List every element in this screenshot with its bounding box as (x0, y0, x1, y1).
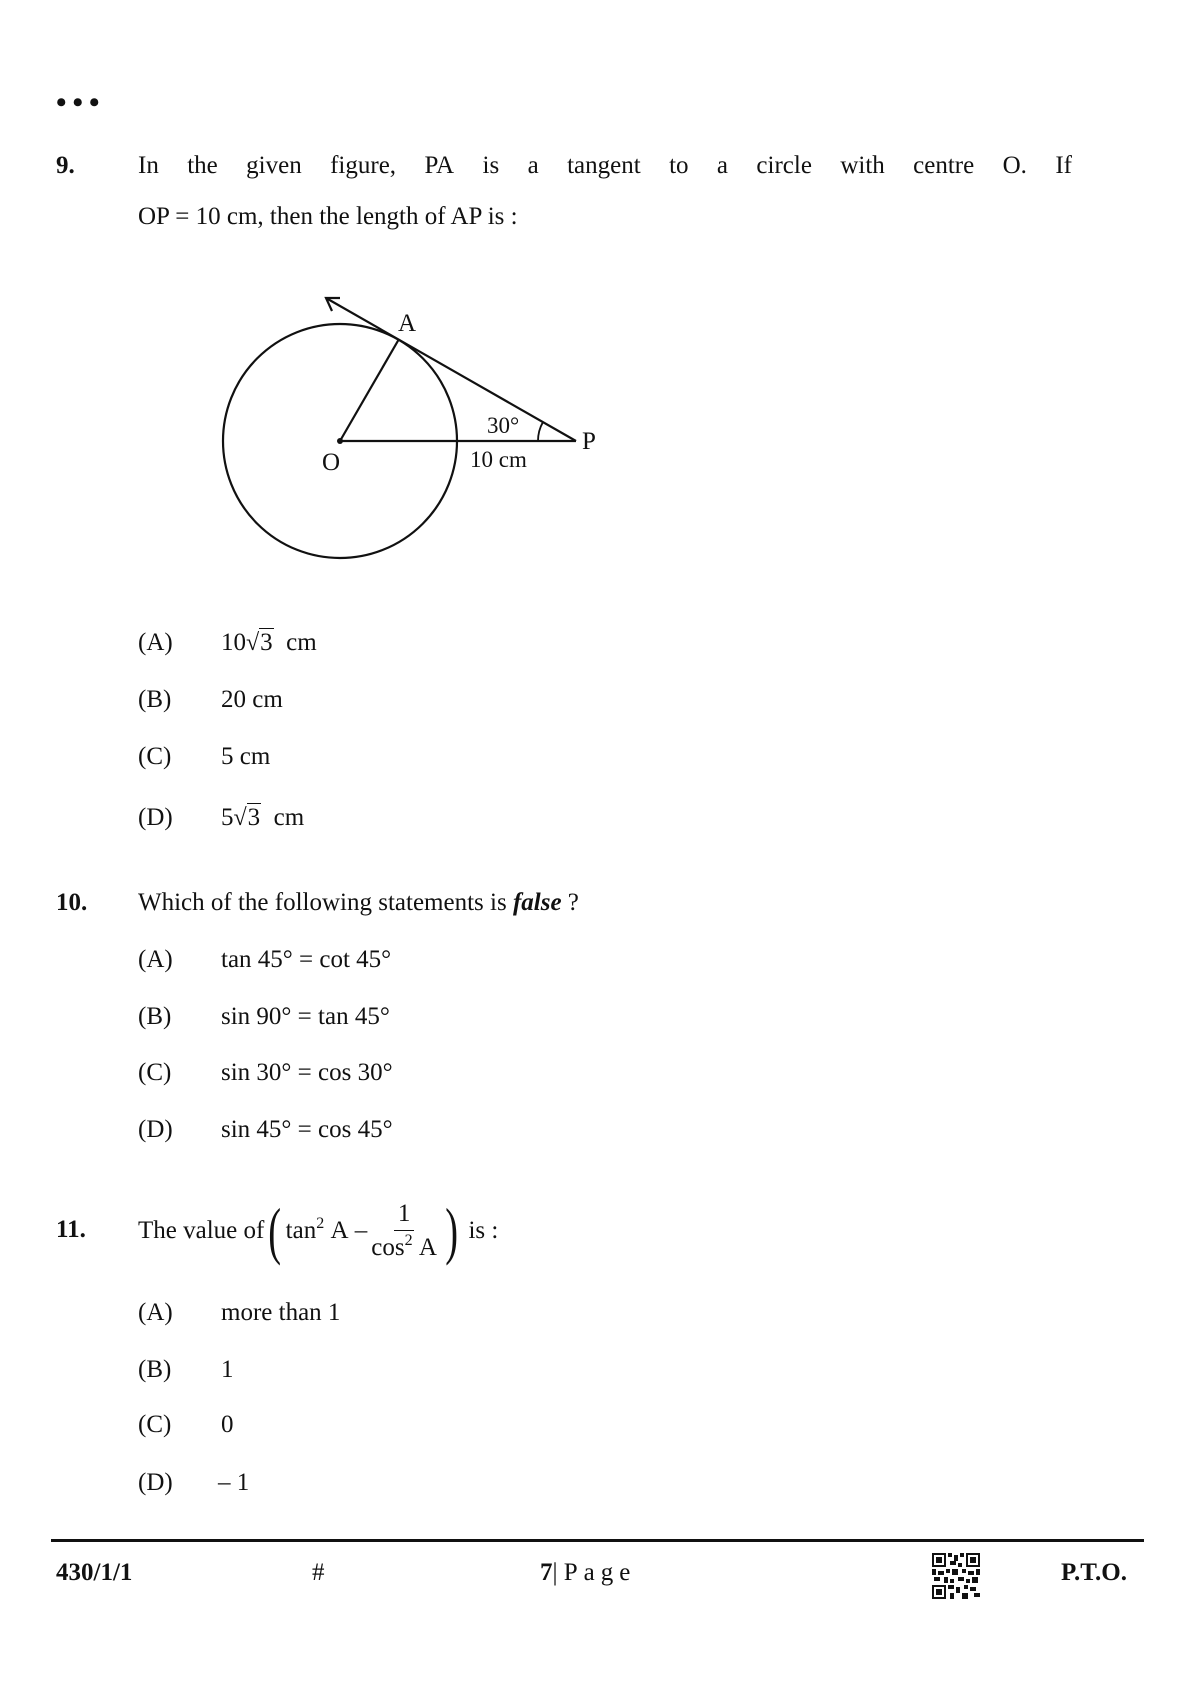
hash-mark: # (312, 1559, 325, 1586)
q9-option-d-label[interactable]: (D) (138, 804, 173, 831)
q11-option-d-text[interactable]: – 1 (218, 1469, 250, 1496)
page-separator: | (552, 1559, 558, 1586)
word: a (716, 152, 729, 179)
word: a (527, 152, 539, 179)
question-9-text-line2: OP = 10 cm, then the length of AP is : (138, 203, 518, 230)
q10-option-c-text[interactable]: sin 30° = cos 30° (221, 1059, 393, 1086)
tangent-line-PA (326, 298, 576, 441)
q11-option-b-text[interactable]: 1 (221, 1356, 234, 1383)
q10-option-d-label[interactable]: (D) (138, 1116, 173, 1143)
question-mark: ? (561, 889, 579, 916)
q10-option-b-text[interactable]: sin 90° = tan 45° (221, 1003, 390, 1030)
exponent: 2 (404, 1231, 413, 1249)
coefficient: 5 (221, 804, 234, 831)
variable: A (330, 1217, 349, 1244)
tan-squared-term (286, 1216, 349, 1246)
right-parenthesis-icon: ) (445, 1195, 458, 1266)
please-turn-over: P.T.O. (1061, 1559, 1127, 1586)
label-length: 10 cm (470, 447, 527, 472)
radical-sign-icon: √ (233, 805, 247, 831)
radicand: 3 (247, 804, 261, 831)
word: figure, (330, 152, 397, 179)
word: PA (424, 152, 455, 179)
question-suffix: is : (468, 1217, 499, 1244)
radical-sign-icon: √ (246, 630, 260, 656)
q9-option-d-text[interactable] (221, 803, 304, 833)
q9-option-a-label[interactable]: (A) (138, 629, 173, 656)
q11-option-c-label[interactable]: (C) (138, 1411, 172, 1438)
word: O. (1002, 152, 1027, 179)
tangent-circle-figure (0, 0, 1190, 620)
q9-option-c-label[interactable]: (C) (138, 743, 172, 770)
func: cos (371, 1233, 405, 1261)
page-label: Page (563, 1559, 637, 1586)
question-text: The value of (138, 1217, 265, 1244)
page-number: 7 (540, 1559, 553, 1586)
sqrt-expression (234, 803, 262, 833)
footer-divider (51, 1539, 1144, 1542)
label-P: P (582, 428, 596, 455)
q11-option-a-text[interactable]: more than 1 (221, 1299, 341, 1326)
func: tan (285, 1217, 317, 1244)
unit: cm (273, 804, 305, 831)
paper-code: 430/1/1 (56, 1559, 133, 1586)
q9-option-b-label[interactable]: (B) (138, 686, 172, 713)
question-text: Which of the following statements is (138, 889, 513, 916)
question-11-text (138, 1196, 498, 1266)
question-9-number: 9. (56, 152, 75, 179)
qr-code-icon (932, 1553, 980, 1599)
angle-arc (538, 422, 543, 441)
label-angle: 30° (487, 413, 520, 438)
minus-sign: – (354, 1217, 368, 1244)
numerator: 1 (394, 1200, 415, 1231)
sqrt-expression (246, 628, 274, 658)
word: circle (756, 152, 812, 179)
fraction (371, 1200, 437, 1263)
q10-option-a-label[interactable]: (A) (138, 946, 173, 973)
word: given (246, 152, 302, 179)
q10-option-d-text[interactable]: sin 45° = cos 45° (221, 1116, 393, 1143)
q10-option-c-label[interactable]: (C) (138, 1059, 172, 1086)
radicand: 3 (260, 629, 273, 656)
label-O: O (322, 449, 341, 476)
exponent: 2 (316, 1215, 325, 1232)
question-10-text (138, 888, 579, 918)
word: If (1055, 152, 1072, 179)
word: tangent (567, 152, 641, 179)
page-indicator (540, 1558, 636, 1588)
q9-option-b-text[interactable]: 20 cm (221, 686, 283, 713)
q10-option-b-label[interactable]: (B) (138, 1003, 172, 1030)
q11-option-d-label[interactable]: (D) (138, 1469, 173, 1496)
variable: A (418, 1233, 437, 1261)
unit: cm (286, 629, 317, 656)
question-11-number: 11. (56, 1216, 86, 1243)
q9-option-a-text[interactable] (221, 628, 317, 658)
emphasis-false: false (512, 889, 562, 916)
coefficient: 10 (221, 629, 246, 656)
question-10-number: 10. (56, 889, 88, 916)
word: to (669, 152, 689, 179)
continuation-marker: ••• (56, 86, 106, 119)
word: with (840, 152, 885, 179)
q11-option-b-label[interactable]: (B) (138, 1356, 172, 1383)
left-parenthesis-icon: ( (268, 1195, 282, 1266)
word: the (187, 152, 218, 179)
q11-option-c-text[interactable]: 0 (221, 1411, 234, 1438)
label-A: A (398, 310, 417, 337)
word: is (482, 152, 500, 179)
word: In (138, 152, 159, 179)
denominator (371, 1231, 437, 1263)
q11-option-a-label[interactable]: (A) (138, 1299, 173, 1326)
q9-option-c-text[interactable]: 5 cm (221, 743, 271, 770)
centre-dot (337, 438, 343, 444)
word: centre (913, 152, 975, 179)
q10-option-a-text[interactable]: tan 45° = cot 45° (221, 946, 392, 973)
radius-OA (340, 339, 399, 441)
